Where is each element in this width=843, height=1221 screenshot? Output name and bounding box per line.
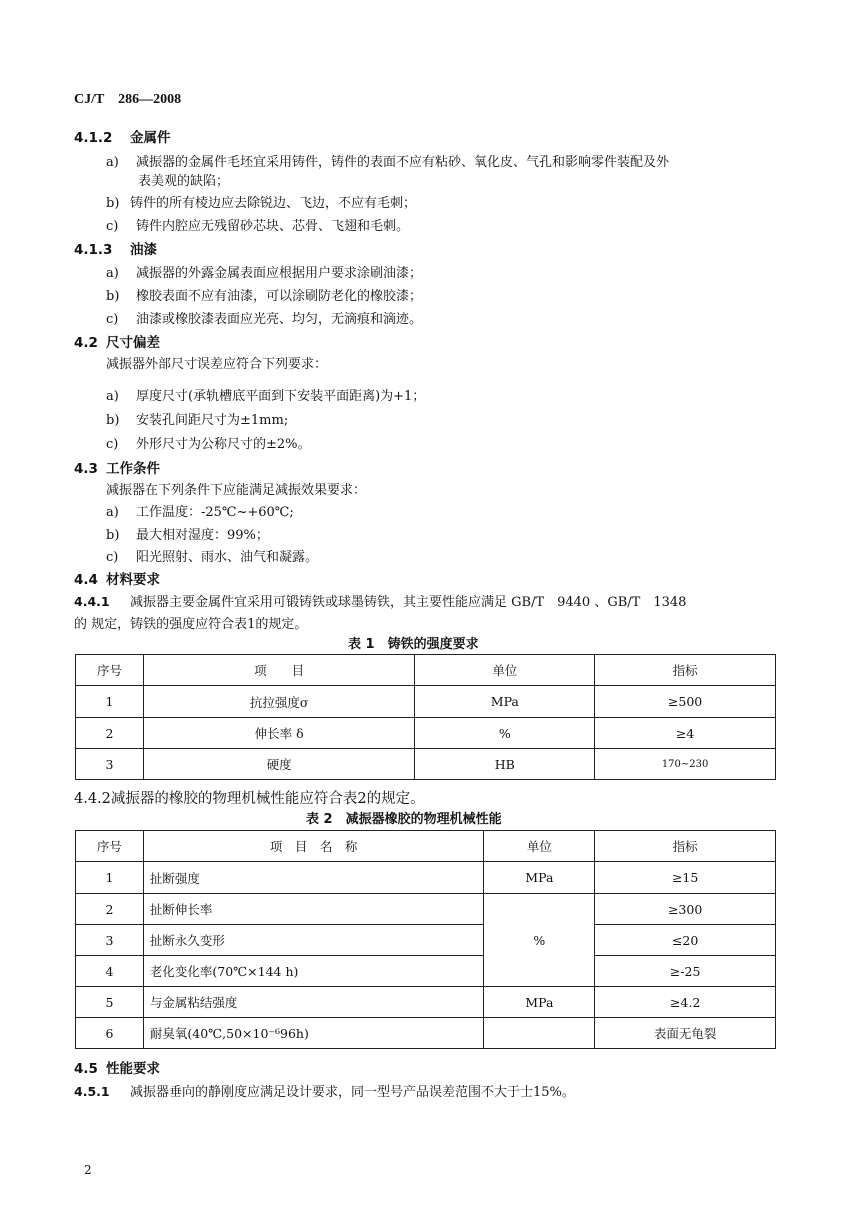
table-cell: ≥-25 (595, 956, 776, 987)
table-row (76, 1018, 776, 1049)
list-item: c) 铸件内腔应无残留砂芯块、芯骨、飞翅和毛刺。 (106, 219, 410, 234)
table-cell: HB (415, 749, 595, 780)
section-heading: 4.1.2 金属件 (74, 130, 171, 146)
table-header-cell: 序号 (76, 655, 144, 686)
table-row (76, 718, 776, 749)
table-cell: 表面无龟裂 (595, 1018, 776, 1049)
table-cell: ≥500 (595, 686, 776, 718)
table-cell: 耐臭氧(40℃,50×10⁻⁶96h) (143, 1018, 484, 1049)
table-row (76, 894, 776, 925)
table-cell: MPa (484, 987, 595, 1018)
table-cell: 170~230 (595, 749, 776, 780)
table-cell: 6 (76, 1018, 144, 1049)
table-cell: ≥15 (595, 862, 776, 894)
paragraph: 4.5.1 减振器垂向的静刚度应满足设计要求，同一型号产品误差范围不大于士15%。 (74, 1084, 575, 1100)
table-header-cell: 序号 (76, 831, 144, 862)
document-code-header: CJ/T 286—2008 (74, 92, 182, 107)
table-header-cell: 指标 (595, 831, 776, 862)
table-cell: 2 (76, 718, 144, 749)
table-cell-merged: % (484, 894, 595, 987)
list-item: a) 减振器的外露金属表面应根据用户要求涂刷油漆； (106, 266, 423, 281)
table-caption: 表 2 减振器橡胶的物理机械性能 (306, 812, 502, 827)
table-row (76, 686, 776, 718)
table-row (76, 956, 776, 987)
table-cell: 抗拉强度σ (143, 686, 415, 718)
section-heading: 4.3 工作条件 (74, 461, 160, 477)
table-cell: 2 (76, 894, 144, 925)
paragraph-continuation: 的 规定，铸铁的强度应符合表1的规定。 (74, 617, 308, 632)
list-item: c) 阳光照射、雨水、油气和凝露。 (106, 550, 319, 565)
table-cell: 4 (76, 956, 144, 987)
table-cell: ≥4.2 (595, 987, 776, 1018)
section-heading: 4.1.3 油漆 (74, 242, 157, 258)
list-item: c) 外形尺寸为公称尺寸的±2%。 (106, 437, 311, 452)
table-row (76, 749, 776, 780)
table-caption: 表 1 铸铁的强度要求 (348, 637, 479, 652)
paragraph: 4.4.2减振器的橡胶的物理机械性能应符合表2的规定。 (74, 791, 425, 807)
table-row (76, 862, 776, 894)
table-cell: 与金属粘结强度 (143, 987, 484, 1018)
table-cell: 5 (76, 987, 144, 1018)
table-header-cell: 指标 (595, 655, 776, 686)
table-cell: % (415, 718, 595, 749)
table-cell: 扯断强度 (143, 862, 484, 894)
table-cell (484, 1018, 595, 1049)
list-item: b) 橡胶表面不应有油漆，可以涂刷防老化的橡胶漆； (106, 289, 423, 304)
table-cell: 1 (76, 686, 144, 718)
table-cell: 伸长率 δ (143, 718, 415, 749)
table-cell: ≥4 (595, 718, 776, 749)
paragraph: 减振器在下列条件下应能满足减振效果要求： (106, 483, 367, 498)
table-cell: 1 (76, 862, 144, 894)
table-row (76, 925, 776, 956)
list-item: a) 工作温度：-25℃~+60℃; (106, 505, 294, 520)
list-item: b) 安装孔间距尺寸为±1mm; (106, 413, 289, 428)
table-cell: MPa (484, 862, 595, 894)
section-heading: 4.5 性能要求 (74, 1061, 160, 1077)
rubber-properties-table (75, 830, 776, 1049)
list-item: a) 厚度尺寸(承轨槽底平面到下安装平面距离)为+1； (106, 389, 426, 404)
table-cell: ≥300 (595, 894, 776, 925)
table-header-cell: 项 目 名 称 (143, 831, 484, 862)
section-heading: 4.2 尺寸偏差 (74, 335, 160, 351)
list-item-continuation: 表美观的缺陷； (138, 174, 230, 189)
page-number: 2 (84, 1163, 92, 1177)
section-heading: 4.4 材料要求 (74, 572, 160, 588)
paragraph: 4.4.1 减振器主要金属件宜采用可锻铸铁或球墨铸铁，其主要性能应满足 GB/T 9440 、GB/T 1348 (74, 594, 687, 610)
table-header-cell: 单位 (484, 831, 595, 862)
cast-iron-strength-table (75, 654, 776, 780)
table-header-cell: 单位 (415, 655, 595, 686)
list-item: b) 最大相对湿度：99%； (106, 528, 269, 543)
table-cell: 硬度 (143, 749, 415, 780)
table-cell: 老化变化率(70℃×144 h) (143, 956, 484, 987)
table-cell: 3 (76, 925, 144, 956)
table-row (76, 987, 776, 1018)
table-cell: ≤20 (595, 925, 776, 956)
list-item: c) 油漆或橡胶漆表面应光亮、均匀，无滴痕和滴迹。 (106, 312, 423, 327)
table-cell: MPa (415, 686, 595, 718)
table-cell: 3 (76, 749, 144, 780)
paragraph: 减振器外部尺寸误差应符合下列要求： (106, 357, 328, 372)
table-header-cell: 项 目 (143, 655, 415, 686)
table-cell: 扯断伸长率 (143, 894, 484, 925)
list-item: a) 减振器的金属件毛坯宜采用铸件，铸件的表面不应有粘砂、氧化皮、气孔和影响零件装配及外 (106, 155, 670, 170)
table-cell: 扯断永久变形 (143, 925, 484, 956)
list-item: b) 铸件的所有棱边应去除锐边、飞边，不应有毛刺； (106, 196, 417, 211)
